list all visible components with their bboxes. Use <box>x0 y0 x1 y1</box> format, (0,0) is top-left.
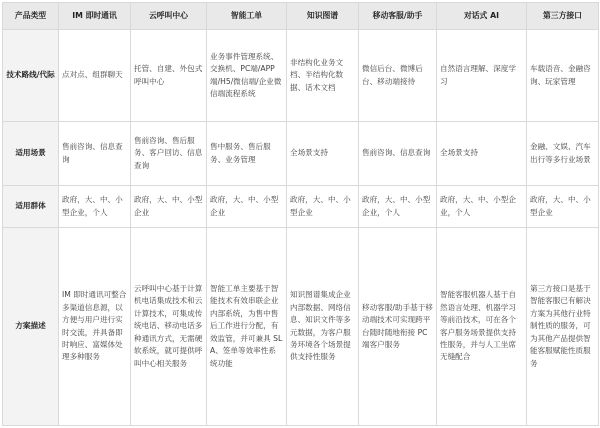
header-third-party-api: 第三方接口 <box>527 3 599 30</box>
header-conversational-ai: 对话式 AI <box>437 3 527 30</box>
table-cell: 自然语言理解、深度学习 <box>437 30 527 122</box>
table-cell: 政府，大、中、小型企业，个人 <box>59 186 131 228</box>
table-row-solution <box>3 228 599 426</box>
table-row-target-groups <box>3 186 599 228</box>
row-label-tech-route: 技术路线/代际 <box>3 30 59 122</box>
table-cell: 微信后台、微博后台、移动端接待 <box>359 30 437 122</box>
table-cell: 智能客服机器人基于自然语言处理、机器学习等前沿技术，可在各个客户服务场景提供支持性服务，并与人工坐席无缝配合 <box>437 228 527 426</box>
table-cell: 第三方接口是基于智能客服已有解决方案为其他行业特制性质的服务，可为其他产品提供智能客服赋能性质服务 <box>527 228 599 426</box>
table-row-scenarios <box>3 122 599 186</box>
product-comparison-table-wrapper <box>2 2 598 426</box>
table-cell: 智能工单主要基于智能技术有效串联企业内部系统，为售中售后工作进行分配，有效监管，并可兼具 SLA、签单等效率性系统功能 <box>207 228 287 426</box>
table-cell: 移动客服/助手基于移动端技术可实现跨平台随时随地衔接 PC 端客户服务 <box>359 228 437 426</box>
table-cell: 售中服务、售后服务、业务管理 <box>207 122 287 186</box>
table-cell: IM 即时通讯可整合多渠道信息源，以方便与用户进行实时交流，并具备即时响应、富媒体处理多种服务 <box>59 228 131 426</box>
table-cell: 政府，大、中、小型企业，个人 <box>359 186 437 228</box>
row-label-scenarios: 适用场景 <box>3 122 59 186</box>
header-knowledge-graph: 知识图谱 <box>287 3 359 30</box>
table-cell: 全场景支持 <box>287 122 359 186</box>
table-cell: 云呼叫中心基于计算机电话集成技术和云计算技术，可集成传统电话、移动电话多种通讯方式，无需硬软系统，就可提供呼叫中心相关服务 <box>131 228 207 426</box>
table-cell: 售前咨询、信息查询 <box>359 122 437 186</box>
table-cell: 售前咨询、信息查询 <box>59 122 131 186</box>
table-cell: 政府，大、中、小型企业 <box>527 186 599 228</box>
header-im: IM 即时通讯 <box>59 3 131 30</box>
row-label-solution: 方案描述 <box>3 228 59 426</box>
table-cell: 点对点、组群聊天 <box>59 30 131 122</box>
header-smart-ticket: 智能工单 <box>207 3 287 30</box>
table-cell: 政府，大、中、小型企业 <box>207 186 287 228</box>
product-comparison-table <box>2 2 599 426</box>
table-cell: 政府，大、中、小型企业 <box>131 186 207 228</box>
table-cell: 全场景支持 <box>437 122 527 186</box>
table-cell: 金融、文娱、汽车出行等多行业场景 <box>527 122 599 186</box>
table-cell: 托管、自建、外包式呼叫中心 <box>131 30 207 122</box>
table-cell: 售前咨询、售后服务、客户回访、信息查询 <box>131 122 207 186</box>
table-cell: 业务事件管理系统、交换机、PC端/APP 端/H5/微信端/企业微信端流程系统 <box>207 30 287 122</box>
header-product-type: 产品类型 <box>3 3 59 30</box>
row-label-target-groups: 适用群体 <box>3 186 59 228</box>
table-cell: 非结构化业务文档、半结构化数据、话术文档 <box>287 30 359 122</box>
header-row <box>3 3 599 30</box>
table-cell: 政府，大、中、小型企业 <box>287 186 359 228</box>
table-row-tech-route <box>3 30 599 122</box>
table-cell: 知识图谱集成企业内部数据、网络信息、知识文件等多元数据，为客户服务环境各个场景提供支持性服务 <box>287 228 359 426</box>
header-cloud-call-center: 云呼叫中心 <box>131 3 207 30</box>
table-cell: 政府，大、中、小型企业，个人 <box>437 186 527 228</box>
header-mobile-service: 移动客服/助手 <box>359 3 437 30</box>
table-cell: 车载语音、金融咨询、玩家管理 <box>527 30 599 122</box>
